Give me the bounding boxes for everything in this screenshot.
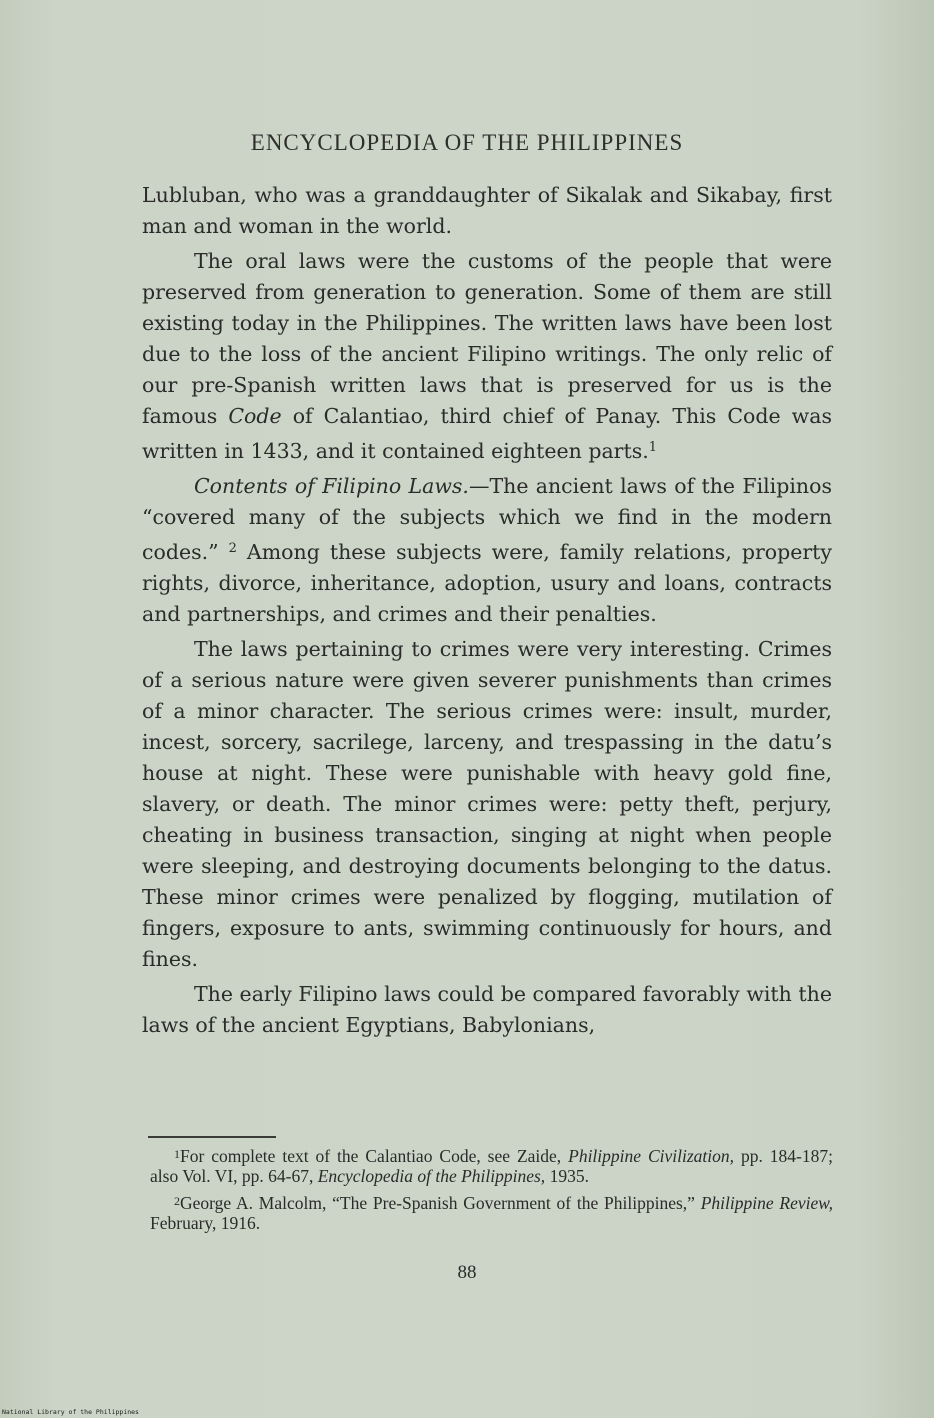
footnote-2-text-b: February, 1916. xyxy=(150,1213,261,1233)
footnote-2-title: Philippine Review, xyxy=(700,1193,833,1213)
footnote-1-title-1: Philippine Civilization, xyxy=(568,1146,735,1166)
code-term: Code xyxy=(228,404,282,428)
paragraph-4: The laws pertaining to crimes were very interesting. Crimes of a serious nature were given severer punishments than crimes of a minor character. The serious crimes were: insult, murder, incest, sorcery, sacrilege, larceny, and trespassing in the datu’s house at night. These were punishable with heavy gold fine, slavery, or death. The minor crimes were: petty theft, perjury, cheating in business transaction, singing at night when people were sleeping, and destroying documents belonging to the datus. These minor crimes were penalized by flogging, mutilation of fingers, exposure to ants, swimming continuously for hours, and fines. xyxy=(142,637,832,971)
paragraph-5: The early Filipino laws could be compared favorably with the laws of the ancient Egyptians, Babylonians, xyxy=(142,982,832,1037)
paragraph-3-text-b: Among these subjects were, family relations, property rights, divorce, inheritance, adoption, usury and loans, contracts and partnerships, and crimes and their penalties. xyxy=(142,540,832,626)
section-heading: Contents of Filipino Laws. xyxy=(194,474,469,498)
body-text xyxy=(142,180,832,1045)
footnote-1-text-c: 1935. xyxy=(545,1166,589,1186)
footnote-divider xyxy=(148,1136,276,1138)
footnote-ref-1: 1 xyxy=(648,440,658,455)
footnote-2-mark: 2 xyxy=(174,1194,180,1208)
footnotes xyxy=(150,1144,833,1238)
running-title: ENCYCLOPEDIA OF THE PHILIPPINES xyxy=(250,130,684,155)
footnote-ref-2: 2 xyxy=(228,541,237,556)
footnote-1-title-2: Encyclopedia of the Philippines, xyxy=(317,1166,546,1186)
paragraph-2 xyxy=(142,246,832,467)
footnote-2-text-a: George A. Malcolm, “The Pre-Spanish Government of the Philippines,” xyxy=(180,1193,701,1213)
footnote-1-text-b: pp. 184-187; also Vol. VI, pp. 64-67, xyxy=(150,1146,833,1186)
footnote-1-text-a: For complete text of the Calantiao Code, see Zaide, xyxy=(180,1146,569,1166)
paragraph-3-text-a: —The ancient laws of the Filipinos “covered many of the subjects which we find in the modern codes.” xyxy=(142,474,832,564)
page-number: 88 xyxy=(457,1262,477,1283)
paragraph-1: Lubluban, who was a granddaughter of Sikalak and Sikabay, first man and woman in the world. xyxy=(142,183,832,238)
library-credit: National Library of the Philippines xyxy=(2,1408,139,1416)
footnote-1-mark: 1 xyxy=(174,1147,180,1161)
paragraph-3 xyxy=(142,471,832,630)
paragraph-2-text-b: of Calantiao, third chief of Panay. This Code was written in 1433, and it contained eighteen parts. xyxy=(142,404,832,463)
footnote-2 xyxy=(150,1191,833,1233)
paragraph-2-text-a: The oral laws were the customs of the people that were preserved from generation to generation. Some of them are still existing today in the Philippines. The written laws have been lost due to the loss of the ancient Filipino writings. The only relic of our pre-Spanish written laws that is preserved for us is the famous xyxy=(142,249,832,428)
footnote-1 xyxy=(150,1144,833,1186)
